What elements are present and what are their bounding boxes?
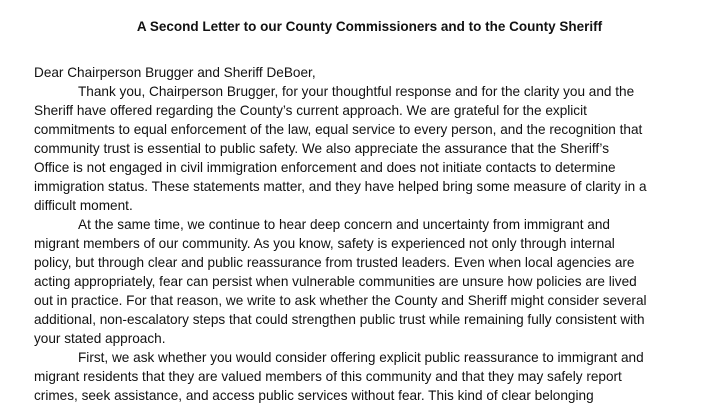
letter-line: out in practice. For that reason, we write to ask whether the County and Sheriff might consider several bbox=[34, 293, 647, 308]
letter-line: additional, non-escalatory steps that could strengthen public trust while remaining fully consistent with bbox=[34, 312, 645, 327]
salutation: Dear Chairperson Brugger and Sheriff DeBoer, bbox=[34, 65, 316, 80]
letter-body bbox=[34, 82, 713, 405]
letter-line: policy, but through clear and public reassurance from trusted leaders. Even when local agencies are bbox=[34, 255, 635, 270]
letter-line: commitments to equal enforcement of the law, equal service to every person, and the recognition that bbox=[34, 122, 643, 137]
letter-line: crimes, seek assistance, and access public services without fear. This kind of clear belonging bbox=[34, 388, 594, 403]
letter-line: At the same time, we continue to hear deep concern and uncertainty from immigrant and bbox=[78, 217, 610, 232]
letter-line: Sheriff have offered regarding the County’s current approach. We are grateful for the explicit bbox=[34, 103, 587, 118]
letter-line: Thank you, Chairperson Brugger, for your thoughtful response and for the clarity you and the bbox=[78, 84, 635, 99]
letter-line: community trust is essential to public safety. We also appreciate the assurance that the Sheriff’s bbox=[34, 141, 609, 156]
letter-line: difficult moment. bbox=[34, 198, 133, 213]
letter-line: immigration status. These statements matter, and they have helped bring some measure of clarity in a bbox=[34, 179, 647, 194]
paragraph-concern bbox=[34, 215, 713, 348]
paragraph-reassurance-request bbox=[34, 348, 713, 405]
letter-title: A Second Letter to our County Commissioners and to the County Sheriff bbox=[136, 19, 603, 34]
letter-line: Office is not engaged in civil immigration enforcement and does not initiate contacts to determine bbox=[34, 160, 616, 175]
paragraph-gratitude bbox=[34, 82, 713, 215]
letter-line: First, we ask whether you would consider offering explicit public reassurance to immigrant and bbox=[78, 350, 644, 365]
letter-line: migrant members of our community. As you know, safety is experienced not only through internal bbox=[34, 236, 615, 251]
letter-line: your stated approach. bbox=[34, 331, 166, 346]
letter-line: migrant residents that they are valued members of this community and that they may safely report bbox=[34, 369, 622, 384]
letter-line: acting appropriately, fear can persist when vulnerable communities are unsure how policies are lived bbox=[34, 274, 637, 289]
